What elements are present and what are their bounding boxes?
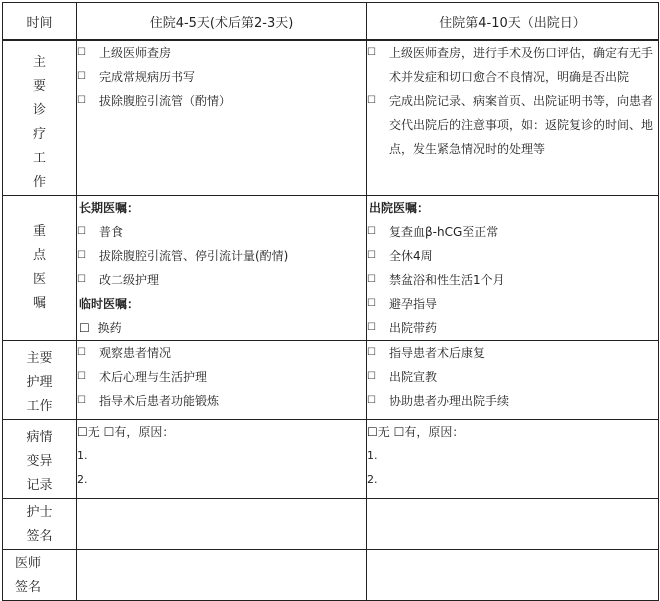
doctor-sign-row — [3, 550, 659, 601]
variation-choice[interactable]: ☐无 ☐有，原因： — [77, 425, 175, 439]
checklist-item: ☐ 观察患者情况 — [77, 341, 366, 365]
checkbox-icon[interactable]: ☐ — [77, 395, 86, 406]
checkbox-icon[interactable]: ☐ — [367, 274, 376, 285]
checkbox-icon[interactable]: ☐ — [77, 250, 86, 261]
checklist-item: ☐ 协助患者办理出院手续 — [367, 389, 658, 413]
checkbox-icon[interactable]: ☐ — [367, 371, 376, 382]
variation-choice[interactable]: ☐无 ☐有，原因： — [367, 425, 465, 439]
label-char: 医 — [32, 272, 46, 287]
checklist-item: ☐ 禁盆浴和性生活1个月 — [367, 268, 658, 292]
checkbox-icon[interactable]: ☐ — [79, 321, 90, 335]
checkbox-icon[interactable]: ☐ — [77, 226, 86, 237]
variation-label: 病情 变异 记录 — [3, 420, 77, 499]
label-char: 疗 — [32, 127, 46, 142]
nursing-col-b — [367, 341, 659, 420]
key-orders-row — [3, 196, 659, 341]
variation-reason-1[interactable]: 1. — [367, 449, 378, 462]
header-row — [3, 3, 659, 41]
variation-reason-1[interactable]: 1. — [77, 449, 88, 462]
variation-row — [3, 420, 659, 499]
checklist-item: ☐ 上级医师查房 — [77, 41, 366, 65]
checkbox-icon[interactable]: ☐ — [367, 250, 376, 261]
variation-col-a — [77, 420, 367, 499]
checklist-item: ☐ 上级医师查房，进行手术及伤口评估，确定有无手术并发症和切口愈合不良情况，明确是否出院 — [367, 41, 658, 89]
label-char: 诊 — [32, 103, 46, 118]
label-char: 作 — [32, 175, 46, 190]
checklist-item: ☐ 换药 — [79, 321, 122, 335]
checkbox-icon[interactable]: ☐ — [77, 347, 86, 358]
key-orders-col-b — [367, 196, 659, 341]
label-char: 点 — [32, 248, 46, 263]
discharge-orders-title: 出院医嘱： — [369, 201, 430, 215]
nursing-row — [3, 341, 659, 420]
checklist-item: ☐ 拔除腹腔引流管（酌情） — [77, 89, 366, 113]
checklist-item: ☐ 指导患者术后康复 — [367, 341, 658, 365]
checkbox-icon[interactable]: ☐ — [367, 322, 376, 333]
checklist-item: ☐ 术后心理与生活护理 — [77, 365, 366, 389]
checkbox-icon[interactable]: ☐ — [367, 47, 376, 58]
key-orders-col-a — [77, 196, 367, 341]
checklist-item: ☐ 完成出院记录、病案首页、出院证明书等，向患者交代出院后的注意事项，如：返院复诊的时间、地点，发生紧急情况时的处理等 — [367, 89, 658, 161]
nursing-label: 主要 护理 工作 — [3, 341, 77, 420]
checklist-item: ☐ 避孕指导 — [367, 292, 658, 316]
nurse-sign-field-a[interactable] — [77, 499, 367, 550]
checkbox-icon[interactable]: ☐ — [367, 395, 376, 406]
checkbox-icon[interactable]: ☐ — [77, 274, 86, 285]
long-term-orders-title: 长期医嘱： — [79, 201, 140, 215]
label-char: 主 — [32, 55, 46, 70]
checkbox-icon[interactable]: ☐ — [367, 347, 376, 358]
nurse-sign-label: 护士 签名 — [3, 499, 77, 550]
nurse-sign-field-b[interactable] — [367, 499, 659, 550]
main-work-col-a — [77, 40, 367, 196]
checkbox-icon[interactable]: ☐ — [77, 71, 86, 82]
nurse-sign-row — [3, 499, 659, 550]
label-char: 重 — [32, 224, 46, 239]
checklist-item: ☐ 出院宣教 — [367, 365, 658, 389]
label-char: 要 — [32, 79, 46, 94]
checkbox-icon[interactable]: ☐ — [367, 298, 376, 309]
key-orders-label — [3, 196, 77, 341]
main-work-label — [3, 40, 77, 196]
temporary-orders-title: 临时医嘱： — [79, 297, 140, 311]
header-day-4-5: 住院4-5天(术后第2-3天) — [77, 3, 367, 41]
checklist-item: ☐ 指导术后患者功能锻炼 — [77, 389, 366, 413]
doctor-sign-field-b[interactable] — [367, 550, 659, 601]
variation-reason-2[interactable]: 2. — [77, 473, 88, 486]
checklist-item: ☐ 全休4周 — [367, 244, 658, 268]
header-time: 时间 — [3, 3, 77, 41]
checklist-item: ☐ 拔除腹腔引流管、停引流计量(酌情) — [77, 244, 366, 268]
label-char: 工 — [32, 151, 46, 166]
checklist-item: ☐ 出院带药 — [367, 316, 658, 340]
doctor-sign-field-a[interactable] — [77, 550, 367, 601]
checklist-item: ☐ 普食 — [77, 220, 366, 244]
clinical-pathway-table — [2, 2, 659, 601]
checkbox-icon[interactable]: ☐ — [77, 95, 86, 106]
nursing-col-a — [77, 341, 367, 420]
variation-reason-2[interactable]: 2. — [367, 473, 378, 486]
variation-col-b — [367, 420, 659, 499]
doctor-sign-label: 医师 签名 — [3, 550, 77, 601]
header-day-4-10: 住院第4-10天（出院日） — [367, 3, 659, 41]
checklist-item: ☐ 完成常规病历书写 — [77, 65, 366, 89]
main-work-col-b — [367, 40, 659, 196]
checkbox-icon[interactable]: ☐ — [77, 47, 86, 58]
checkbox-icon[interactable]: ☐ — [77, 371, 86, 382]
checklist-item: ☐ 改二级护理 — [77, 268, 366, 292]
checklist-item: ☐ 复查血β-hCG至正常 — [367, 220, 658, 244]
label-char: 嘱 — [32, 296, 46, 311]
main-work-row — [3, 40, 659, 196]
checkbox-icon[interactable]: ☐ — [367, 95, 376, 106]
checkbox-icon[interactable]: ☐ — [367, 226, 376, 237]
